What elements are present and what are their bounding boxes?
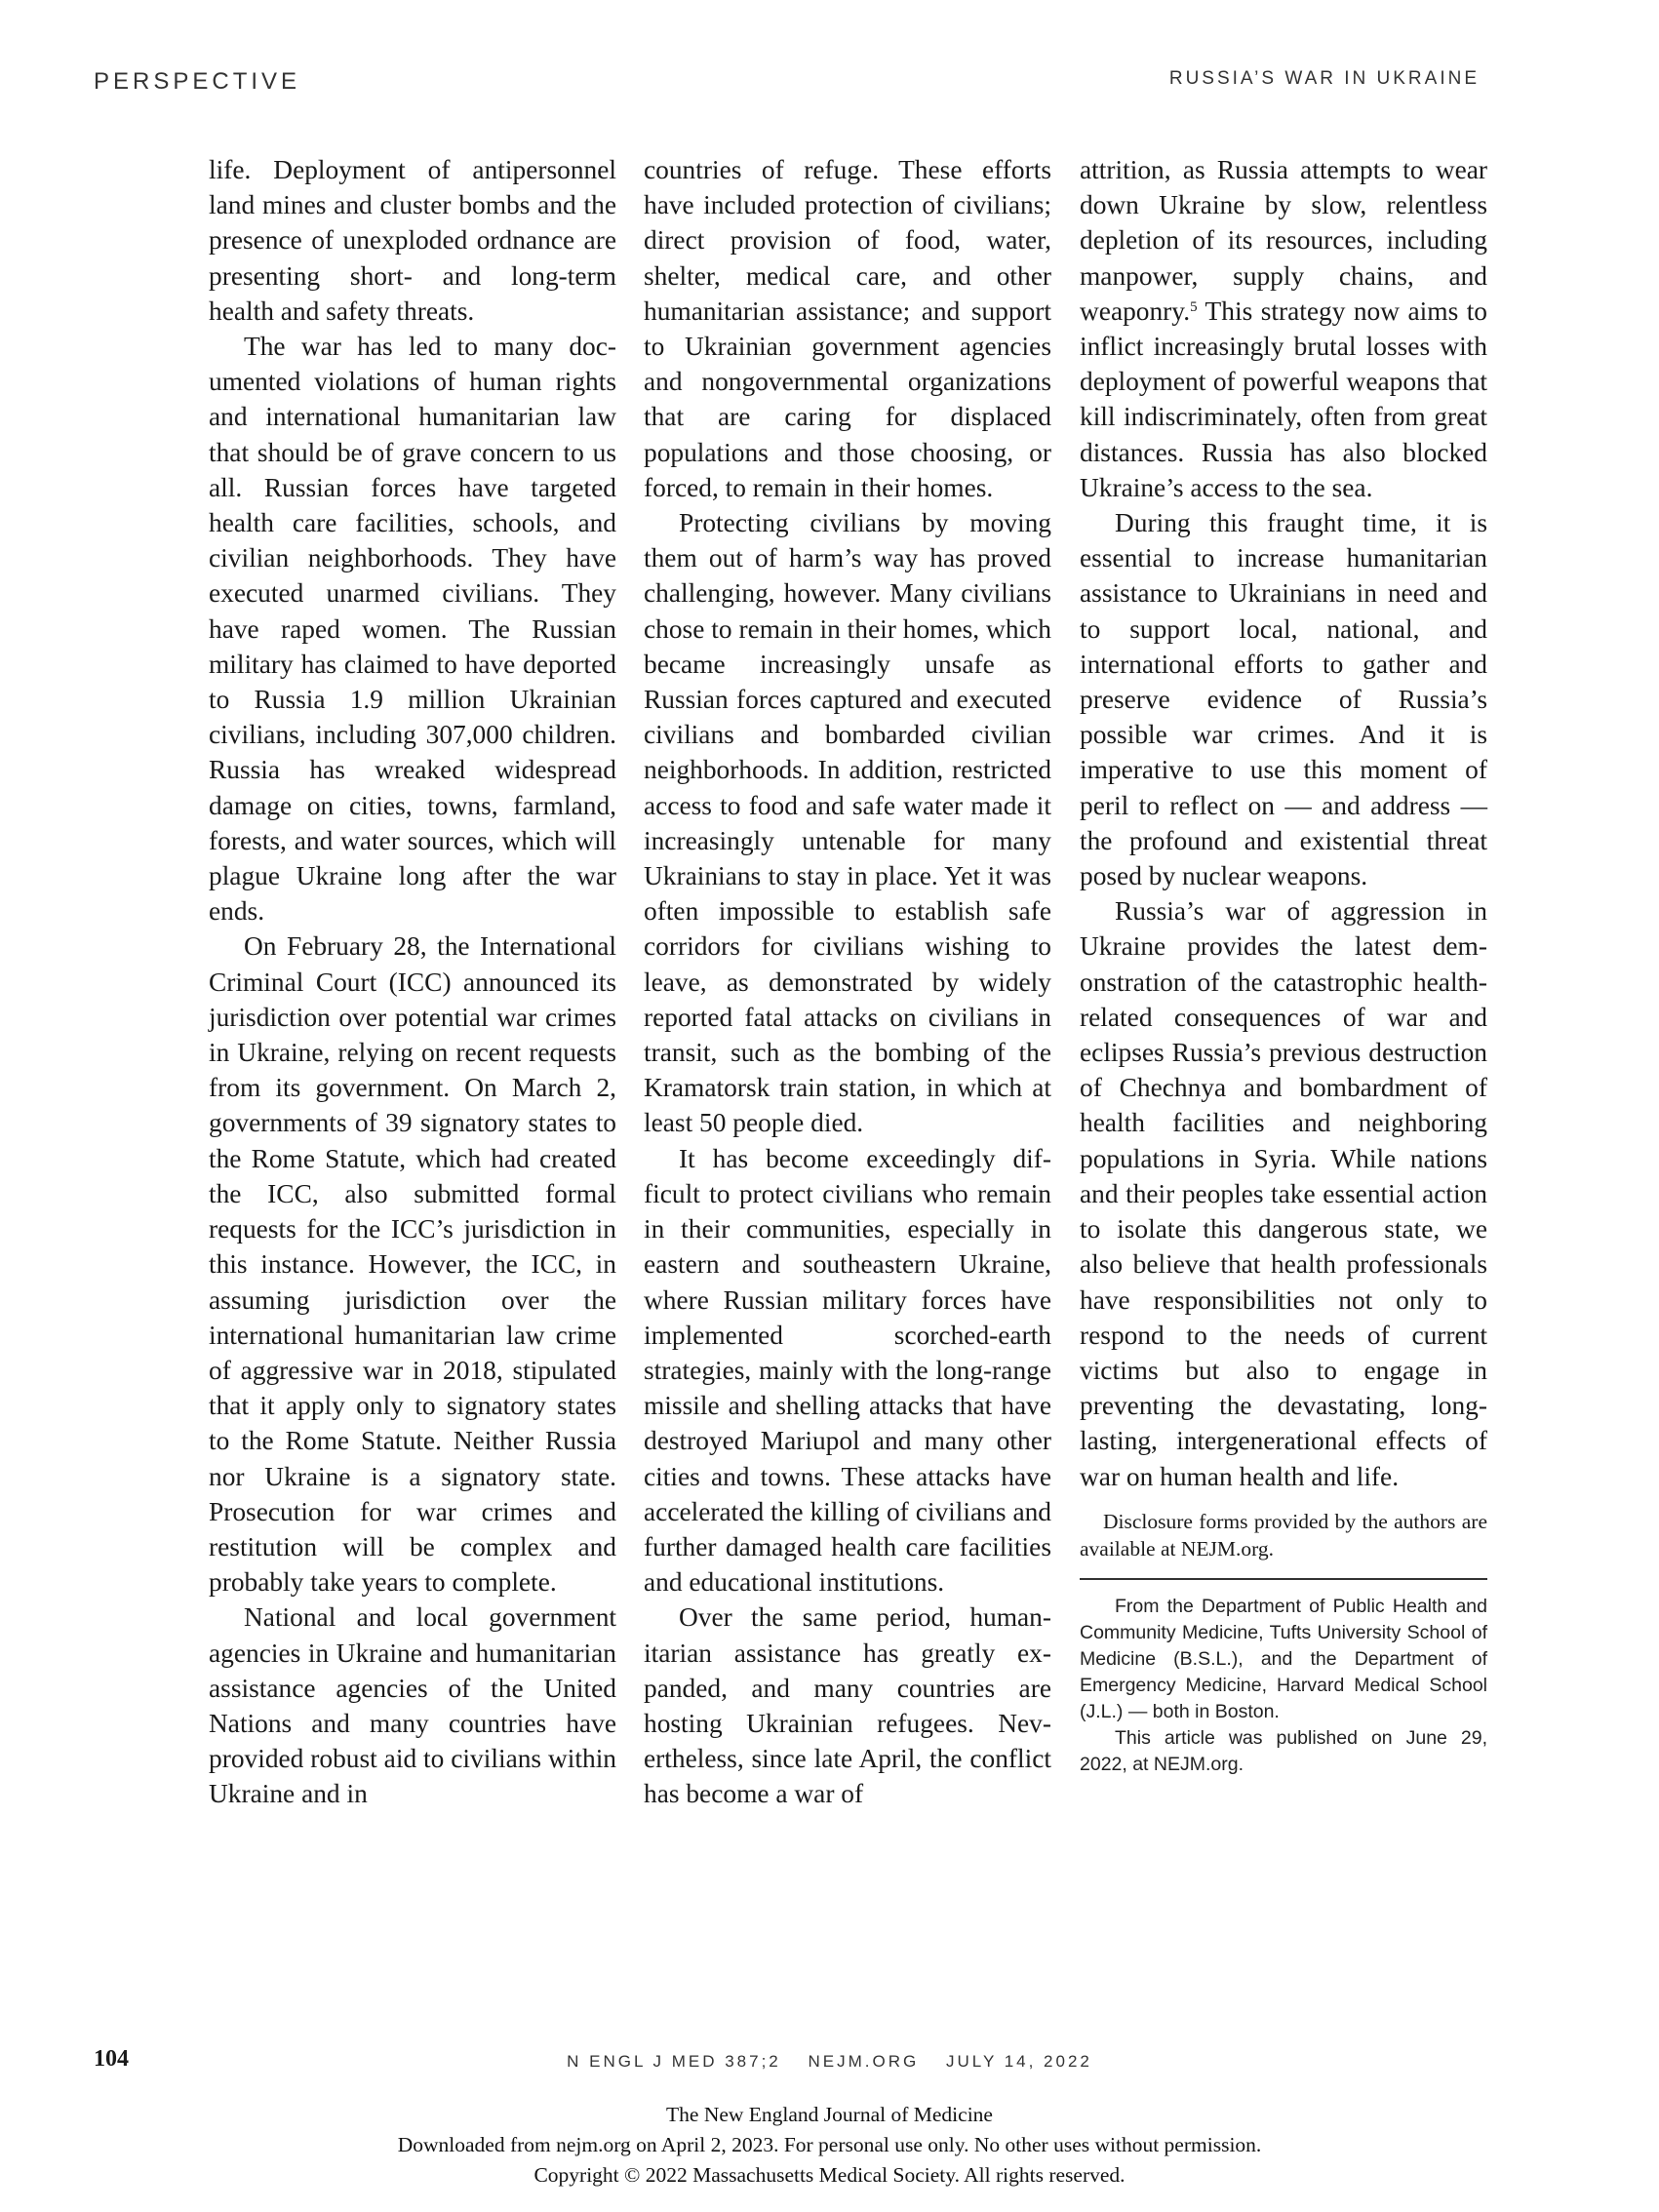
paragraph-text: attrition, as Russia attempts to wear down Ukraine by slow, relentless depletion of its resources, including manpower, supply chains, and weaponry. [1080, 155, 1487, 326]
divider [1080, 1578, 1487, 1580]
journal-name: The New England Journal of Medicine [666, 2103, 993, 2126]
paragraph-text: This strategy now aims to inflict increasingly brutal losses with deployment of powerful weapons that kill indiscriminately, often from great distances. Russia has also blocked Ukraine’s access to the sea. [1080, 296, 1487, 502]
paragraph: Protecting civilians by moving them out of harm’s way has proved challenging, however. Many civilians chose to remain in their homes, which became increasingly unsafe as Russian forces captured and executed civilians and bombarded civilian neighborhoods. In addition, restricted access to food and safe water made it increasingly untenable for many Ukrainians to stay in place. Yet it was often impossible to establish safe corridors for civilians wishing to leave, as demonstrated by widely reported fatal attacks on civilians in transit, such as the bombing of the Kramatorsk train station, in which at least 50 people died. [644, 508, 1051, 1138]
paragraph: life. Deployment of antipersonnel land mines and cluster bombs and the presence of unexploded ordnance are presenting short- and long-term health and safety threats. [209, 155, 616, 326]
topic-label: RUSSIA’S WAR IN UKRAINE [1168, 68, 1480, 89]
citation-date: JULY 14, 2022 [945, 2052, 1092, 2071]
citation-site: NEJM.ORG [808, 2052, 920, 2071]
column-2 [644, 152, 1051, 1812]
paragraph: Over the same period, humanitarian assistance has greatly expanded, and many countries are hosting Ukrainian refugees. Nevertheless, since late April, the conflict has become a war of [644, 1602, 1051, 1809]
section-label: PERSPECTIVE [94, 68, 301, 95]
citation-journal: N ENGL J MED 387;2 [567, 2052, 781, 2071]
page-number: 104 [94, 2046, 129, 2072]
copyright-notice: Copyright © 2022 Massachusetts Medical Society. All rights reserved. [533, 2163, 1126, 2187]
paragraph: On February 28, the International Criminal Court (ICC) announced its jurisdiction over potential war crimes in Ukraine, relying on recent requests from its government. On March 2, governments of 39 signatory states to the Rome Statute, which had created the ICC, also submitted formal requests for the ICC’s jurisdiction in this instance. However, the ICC, in assuming jurisdiction over the international humanitarian law crime of aggressive war in 2018, stipulated that it apply only to signatory states to the Rome Statute. Neither Russia nor Ukraine is a signatory state. Prosecution for war crimes and restitution will be complex and probably take years to complete. [209, 931, 616, 1598]
reference-marker: 5 [1190, 298, 1198, 315]
journal-citation [0, 2052, 1659, 2072]
publication-note: This article was published on June 29, 2022, at NEJM.org. [1080, 1726, 1487, 1775]
paragraph: During this fraught time, it is essential to increase humanitarian assistance to Ukrainians in need and to support local, national, and international efforts to gather and preserve evidence of Russia’s possible war crimes. And it is imperative to use this moment of peril to reflect on — and address — the profound and existential threat posed by nuclear weapons. [1080, 508, 1487, 891]
author-affiliation: From the Department of Public Health and Community Medicine, Tufts University School of Medicine (B.S.L.), and the Department of Emergency Medicine, Harvard Medical School (J.L.) — both in Boston. [1080, 1595, 1487, 1722]
paragraph: National and local government agencies in Ukraine and humanitarian assistance agencies of the United Nations and many countries have provided robust aid to civilians within Ukraine and in [209, 1602, 616, 1809]
column-3 [1080, 152, 1487, 1778]
paragraph [1080, 152, 1487, 505]
paragraph: The war has led to many documented violations of human rights and international humanitarian law that should be of grave concern to us all. Russian forces have targeted health care facilities, schools, and civilian neighborhoods. They have executed unarmed civilians. They have raped women. The Russian military has claimed to have deported to Russia 1.9 million Ukrainian civilians, including 307,000 children. Russia has wreaked widespread damage on cities, towns, farmland, forests, and water sources, which will plague Ukraine long after the war ends. [209, 332, 616, 927]
column-1 [209, 152, 616, 1812]
paragraph: countries of refuge. These efforts have included protection of civilians; direct provision of food, water, shelter, medical care, and other humanitarian assistance; and support to Ukrainian government agencies and nongovernmental organizations that are caring for displaced populations and those choosing, or forced, to remain in their homes. [644, 155, 1051, 502]
paragraph: Russia’s war of aggression in Ukraine provides the latest demonstration of the catastrophic health-related consequences of war and eclipses Russia’s previous destruction of Chechnya and bombardment of health facilities and neighboring populations in Syria. While nations and their peoples take essential action to isolate this dangerous state, we also believe that health professionals have responsibilities not only to respond to the needs of current victims but also to engage in preventing the devastating, long-lasting, intergenerational effects of war on human health and life. [1080, 896, 1487, 1491]
disclosure-note: Disclosure forms provided by the authors are available at NEJM.org. [1080, 1509, 1487, 1560]
paragraph: It has become exceedingly difficult to protect civilians who remain in their communities, especially in eastern and southeastern Ukraine, where Russian military forces have implemented scorched-earth strategies, mainly with the long-range missile and shelling attacks that have destroyed Mariupol and many other cities and towns. These attacks have accelerated the killing of civilians and further damaged health care facilities and educational institutions. [644, 1143, 1051, 1598]
download-notice: Downloaded from nejm.org on April 2, 2023. For personal use only. No other uses without permission. [397, 2133, 1262, 2156]
